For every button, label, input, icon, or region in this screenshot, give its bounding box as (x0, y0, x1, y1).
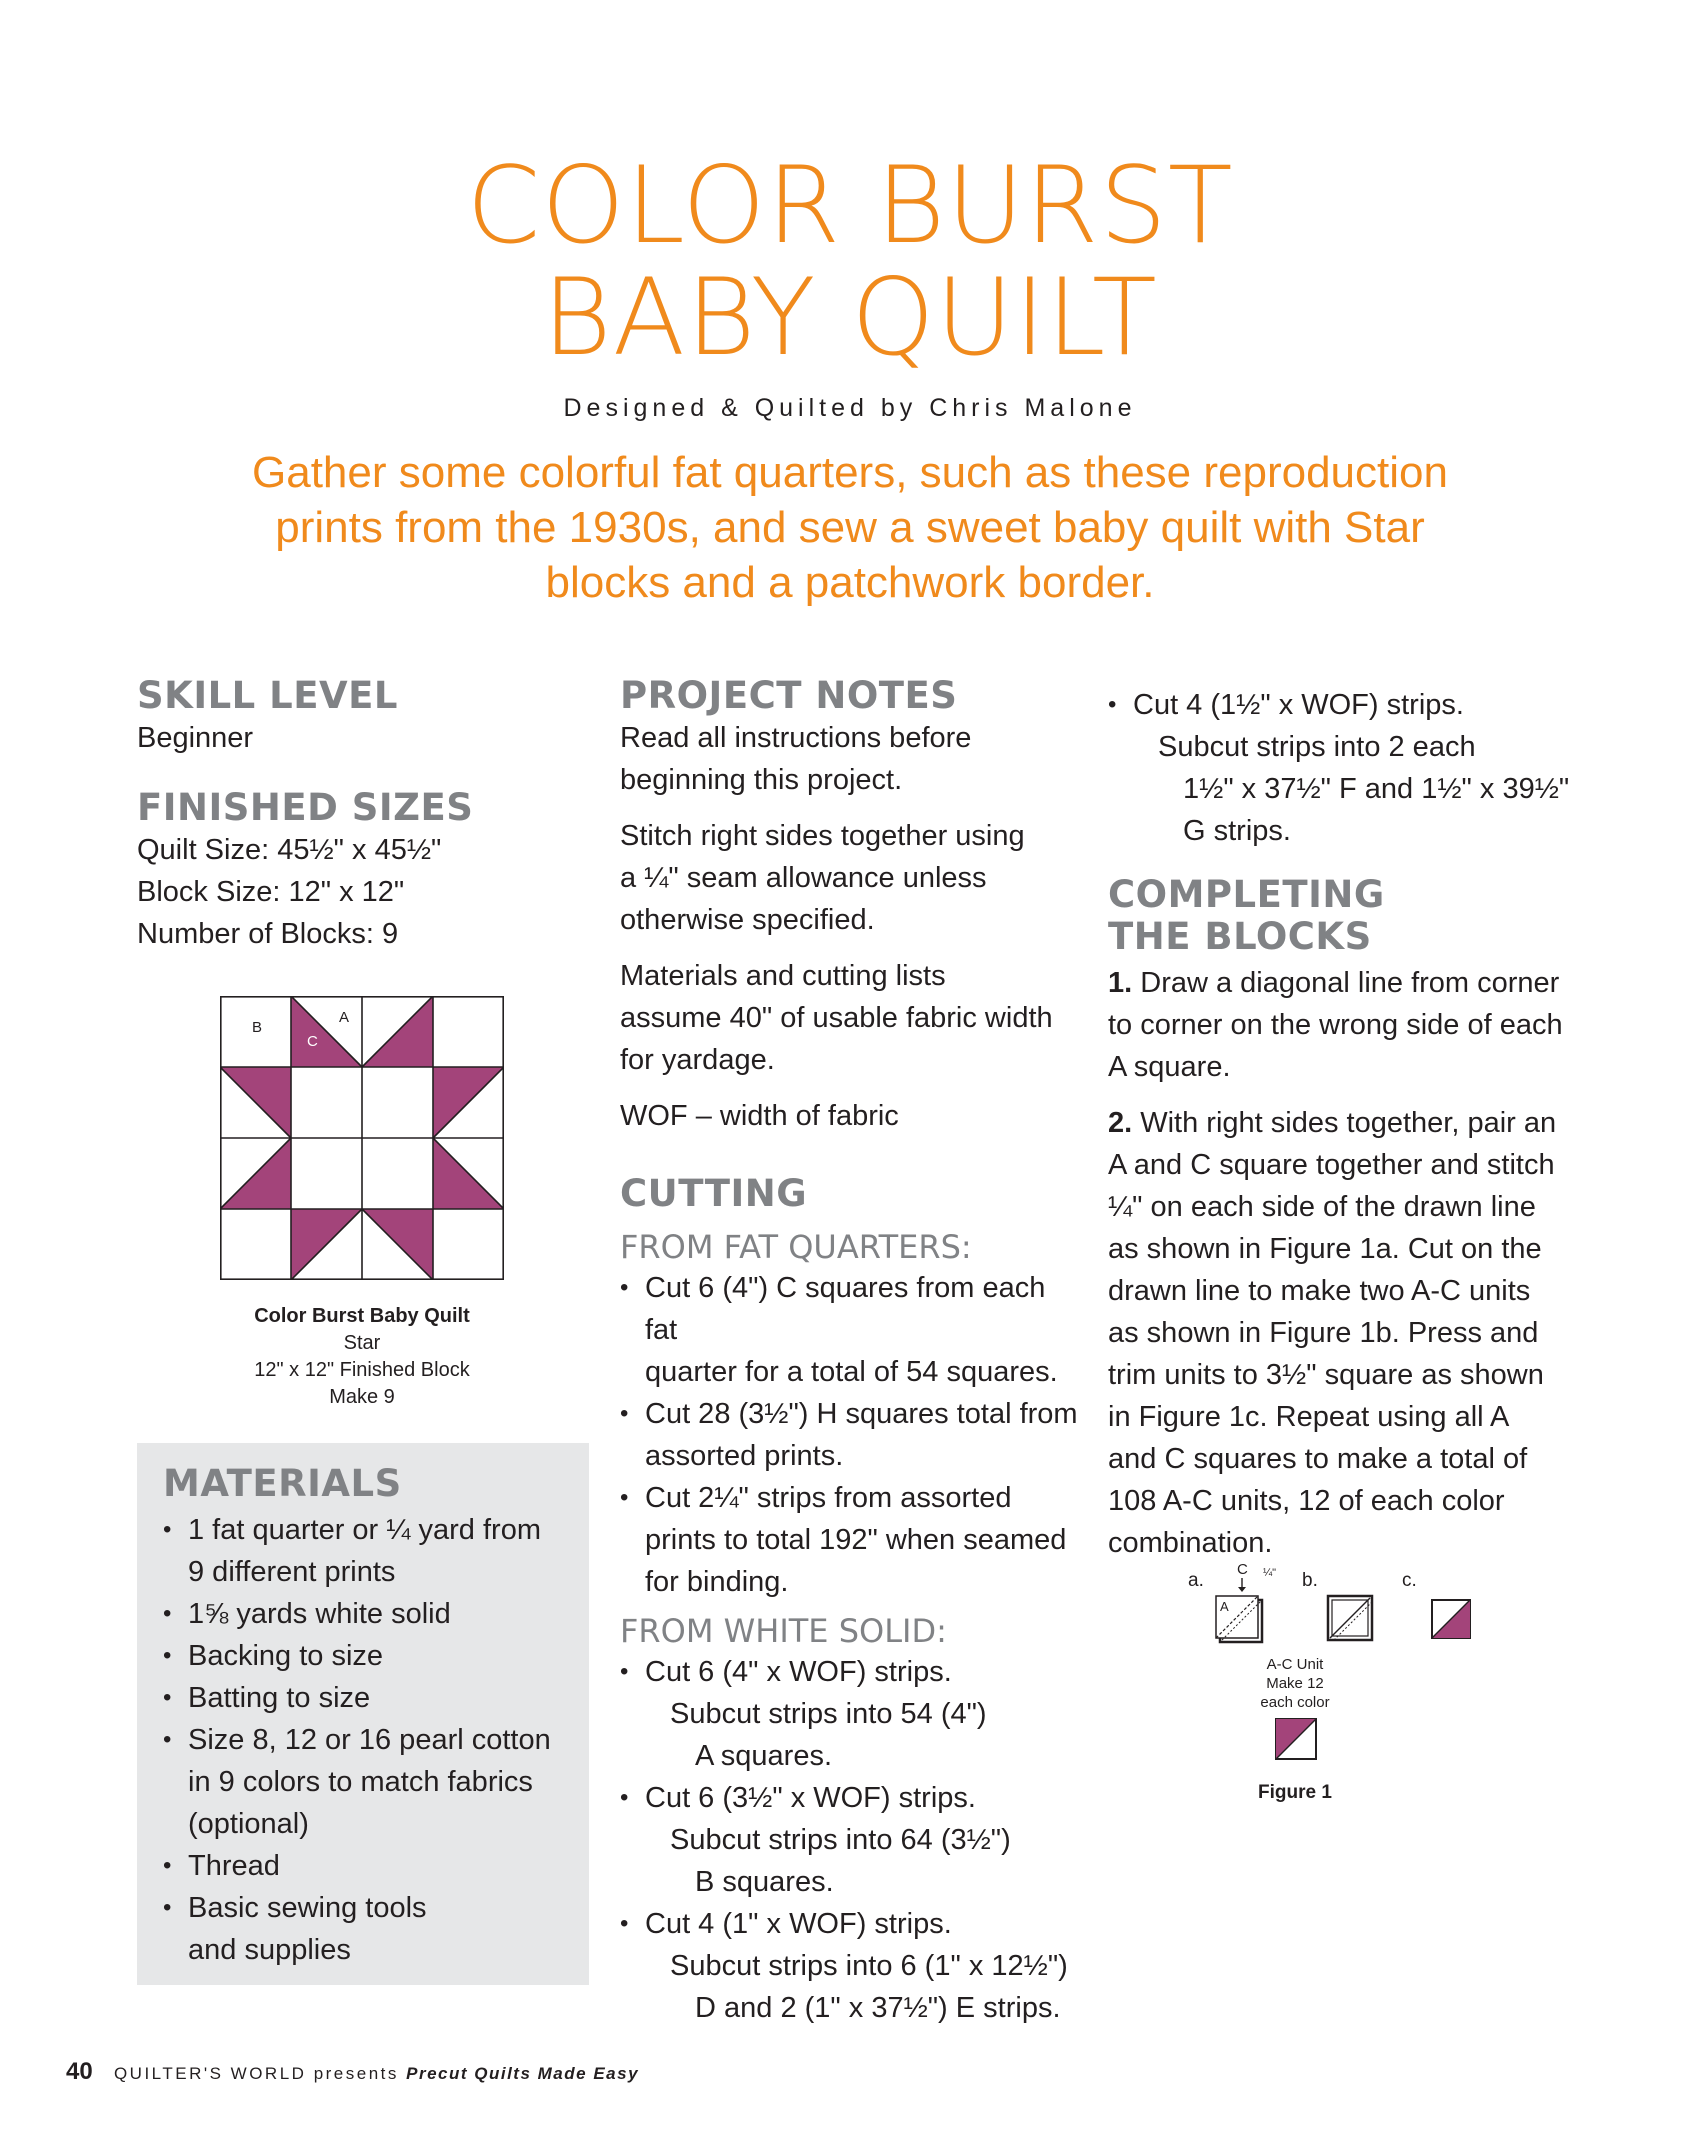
project-notes-heading: PROJECT NOTES (620, 674, 958, 717)
skill-level-heading: SKILL LEVEL (137, 674, 398, 717)
step-1: 1. Draw a diagonal line from corner to corner on the wrong side of each A square. (1108, 967, 1563, 1083)
list-item: • 1 fat quarter or ¼ yard from 9 different prints (163, 1509, 567, 1593)
fig-arrow-head (1238, 1587, 1246, 1592)
title-line-1: COLOR BURST (466, 144, 1234, 267)
fat-quarters-list (620, 1267, 1080, 1603)
fig-label-a: a. (1188, 1570, 1204, 1591)
block-caption-title: Color Burst Baby Quilt (254, 1305, 470, 1327)
fig-label-quarter: ¼" (1263, 1567, 1277, 1579)
fig-unit-name: A-C Unit (1266, 1656, 1324, 1673)
note-paragraph: WOF – width of fabric (620, 1100, 899, 1132)
list-item: • Basic sewing tools and supplies (163, 1887, 567, 1971)
step-2: 2. With right sides together, pair an A and C square together and stitch ¼" on each side of the drawn line as shown in Figure 1a. Cut on the drawn line to make two A-C units as shown in Figure 1b. Press and trim units to 3½" square as shown in Figure 1c. Repeat using all A and C squares to make a total of 108 A-C units, 12 of each color combination. (1108, 1107, 1557, 1559)
label-b: B (252, 1019, 263, 1036)
fig-label-c: c. (1402, 1570, 1417, 1591)
fig-label-A: A (1220, 1599, 1229, 1614)
white-solid-list-continued (1108, 684, 1578, 852)
star-block-diagram (220, 996, 504, 1280)
note-paragraph: Read all instructions before beginning this project. (620, 722, 972, 796)
list-item: • Thread (163, 1845, 567, 1887)
list-item: • Cut 6 (4" x WOF) strips. Subcut strips into 54 (4") A squares. (620, 1651, 1080, 1777)
page-title (0, 144, 1700, 379)
list-item: • Backing to size (163, 1635, 567, 1677)
list-item: • Cut 6 (4") C squares from each fat quarter for a total of 54 squares. (620, 1267, 1080, 1393)
right-column (1108, 684, 1578, 1564)
block-caption-name: Star (343, 1332, 381, 1354)
title-line-2: BABY QUILT (542, 256, 1158, 379)
cutting-heading: CUTTING (620, 1172, 808, 1215)
footer-publication: Precut Quilts Made Easy (406, 2064, 640, 2083)
fig-unit-each: each color (1260, 1694, 1330, 1711)
label-c: C (307, 1033, 318, 1050)
white-solid-list (620, 1651, 1080, 2029)
quilt-size: Quilt Size: 45½" x 45½" (137, 834, 442, 866)
fig-unit-make: Make 12 (1266, 1675, 1324, 1692)
note-paragraph: Materials and cutting lists assume 40" of usable fabric width for yardage. (620, 960, 1053, 1076)
footer-brand: QUILTER'S WORLD (113, 2064, 307, 2083)
note-paragraph: Stitch right sides together using a ¼" seam allowance unless otherwise specified. (620, 820, 1025, 936)
materials-box (137, 1443, 589, 1985)
list-item: • Cut 6 (3½" x WOF) strips. Subcut strips into 64 (3½") B squares. (620, 1777, 1080, 1903)
list-item: • Cut 2¼" strips from assorted prints to total 192" when seamed for binding. (620, 1477, 1080, 1603)
list-item: • Cut 28 (3½") H squares total from assorted prints. (620, 1393, 1080, 1477)
list-item: • 1⅝ yards white solid (163, 1593, 567, 1635)
footer-presents: presents (313, 2064, 399, 2083)
completing-heading: COMPLETING THE BLOCKS (1108, 873, 1385, 958)
block-caption-size: 12" x 12" Finished Block (254, 1359, 470, 1381)
designer-byline: Designed & Quilted by Chris Malone (563, 394, 1137, 422)
page-number: 40 (66, 2058, 93, 2085)
left-column (137, 675, 587, 955)
list-item: • Cut 4 (1" x WOF) strips. Subcut strips into 6 (1" x 12½") D and 2 (1" x 37½") E strips. (620, 1903, 1080, 2029)
white-solid-heading: FROM WHITE SOLID: (620, 1612, 947, 1650)
finished-sizes-heading: FINISHED SIZES (137, 786, 474, 829)
fig-label-b: b. (1302, 1570, 1318, 1591)
list-item: • Size 8, 12 or 16 pearl cotton in 9 colors to match fabrics (optional) (163, 1719, 567, 1845)
block-caption-make: Make 9 (329, 1386, 395, 1408)
number-of-blocks: Number of Blocks: 9 (137, 918, 399, 950)
list-item: • Batting to size (163, 1677, 567, 1719)
label-a: A (339, 1009, 350, 1026)
fig-label-C: C (1237, 1561, 1248, 1578)
page-footer (66, 2058, 639, 2086)
materials-list (163, 1509, 567, 1971)
figure-1-diagram (1180, 1556, 1500, 1816)
list-item: • Cut 4 (1½" x WOF) strips. Subcut strips into 2 each 1½" x 37½" F and 1½" x 39½" G strips. (1108, 684, 1578, 852)
figure-1-caption: Figure 1 (1258, 1782, 1332, 1803)
block-caption (137, 1303, 587, 1411)
skill-level-value: Beginner (137, 722, 254, 754)
middle-column (620, 675, 1080, 2029)
intro-text: Gather some colorful fat quarters, such as these reproduction prints from the 1930s, and sew a sweet baby quilt with Star blocks and a patchwork border. (252, 448, 1448, 607)
materials-heading: MATERIALS (163, 1462, 402, 1505)
block-size: Block Size: 12" x 12" (137, 876, 405, 908)
fat-quarters-heading: FROM FAT QUARTERS: (620, 1228, 972, 1266)
